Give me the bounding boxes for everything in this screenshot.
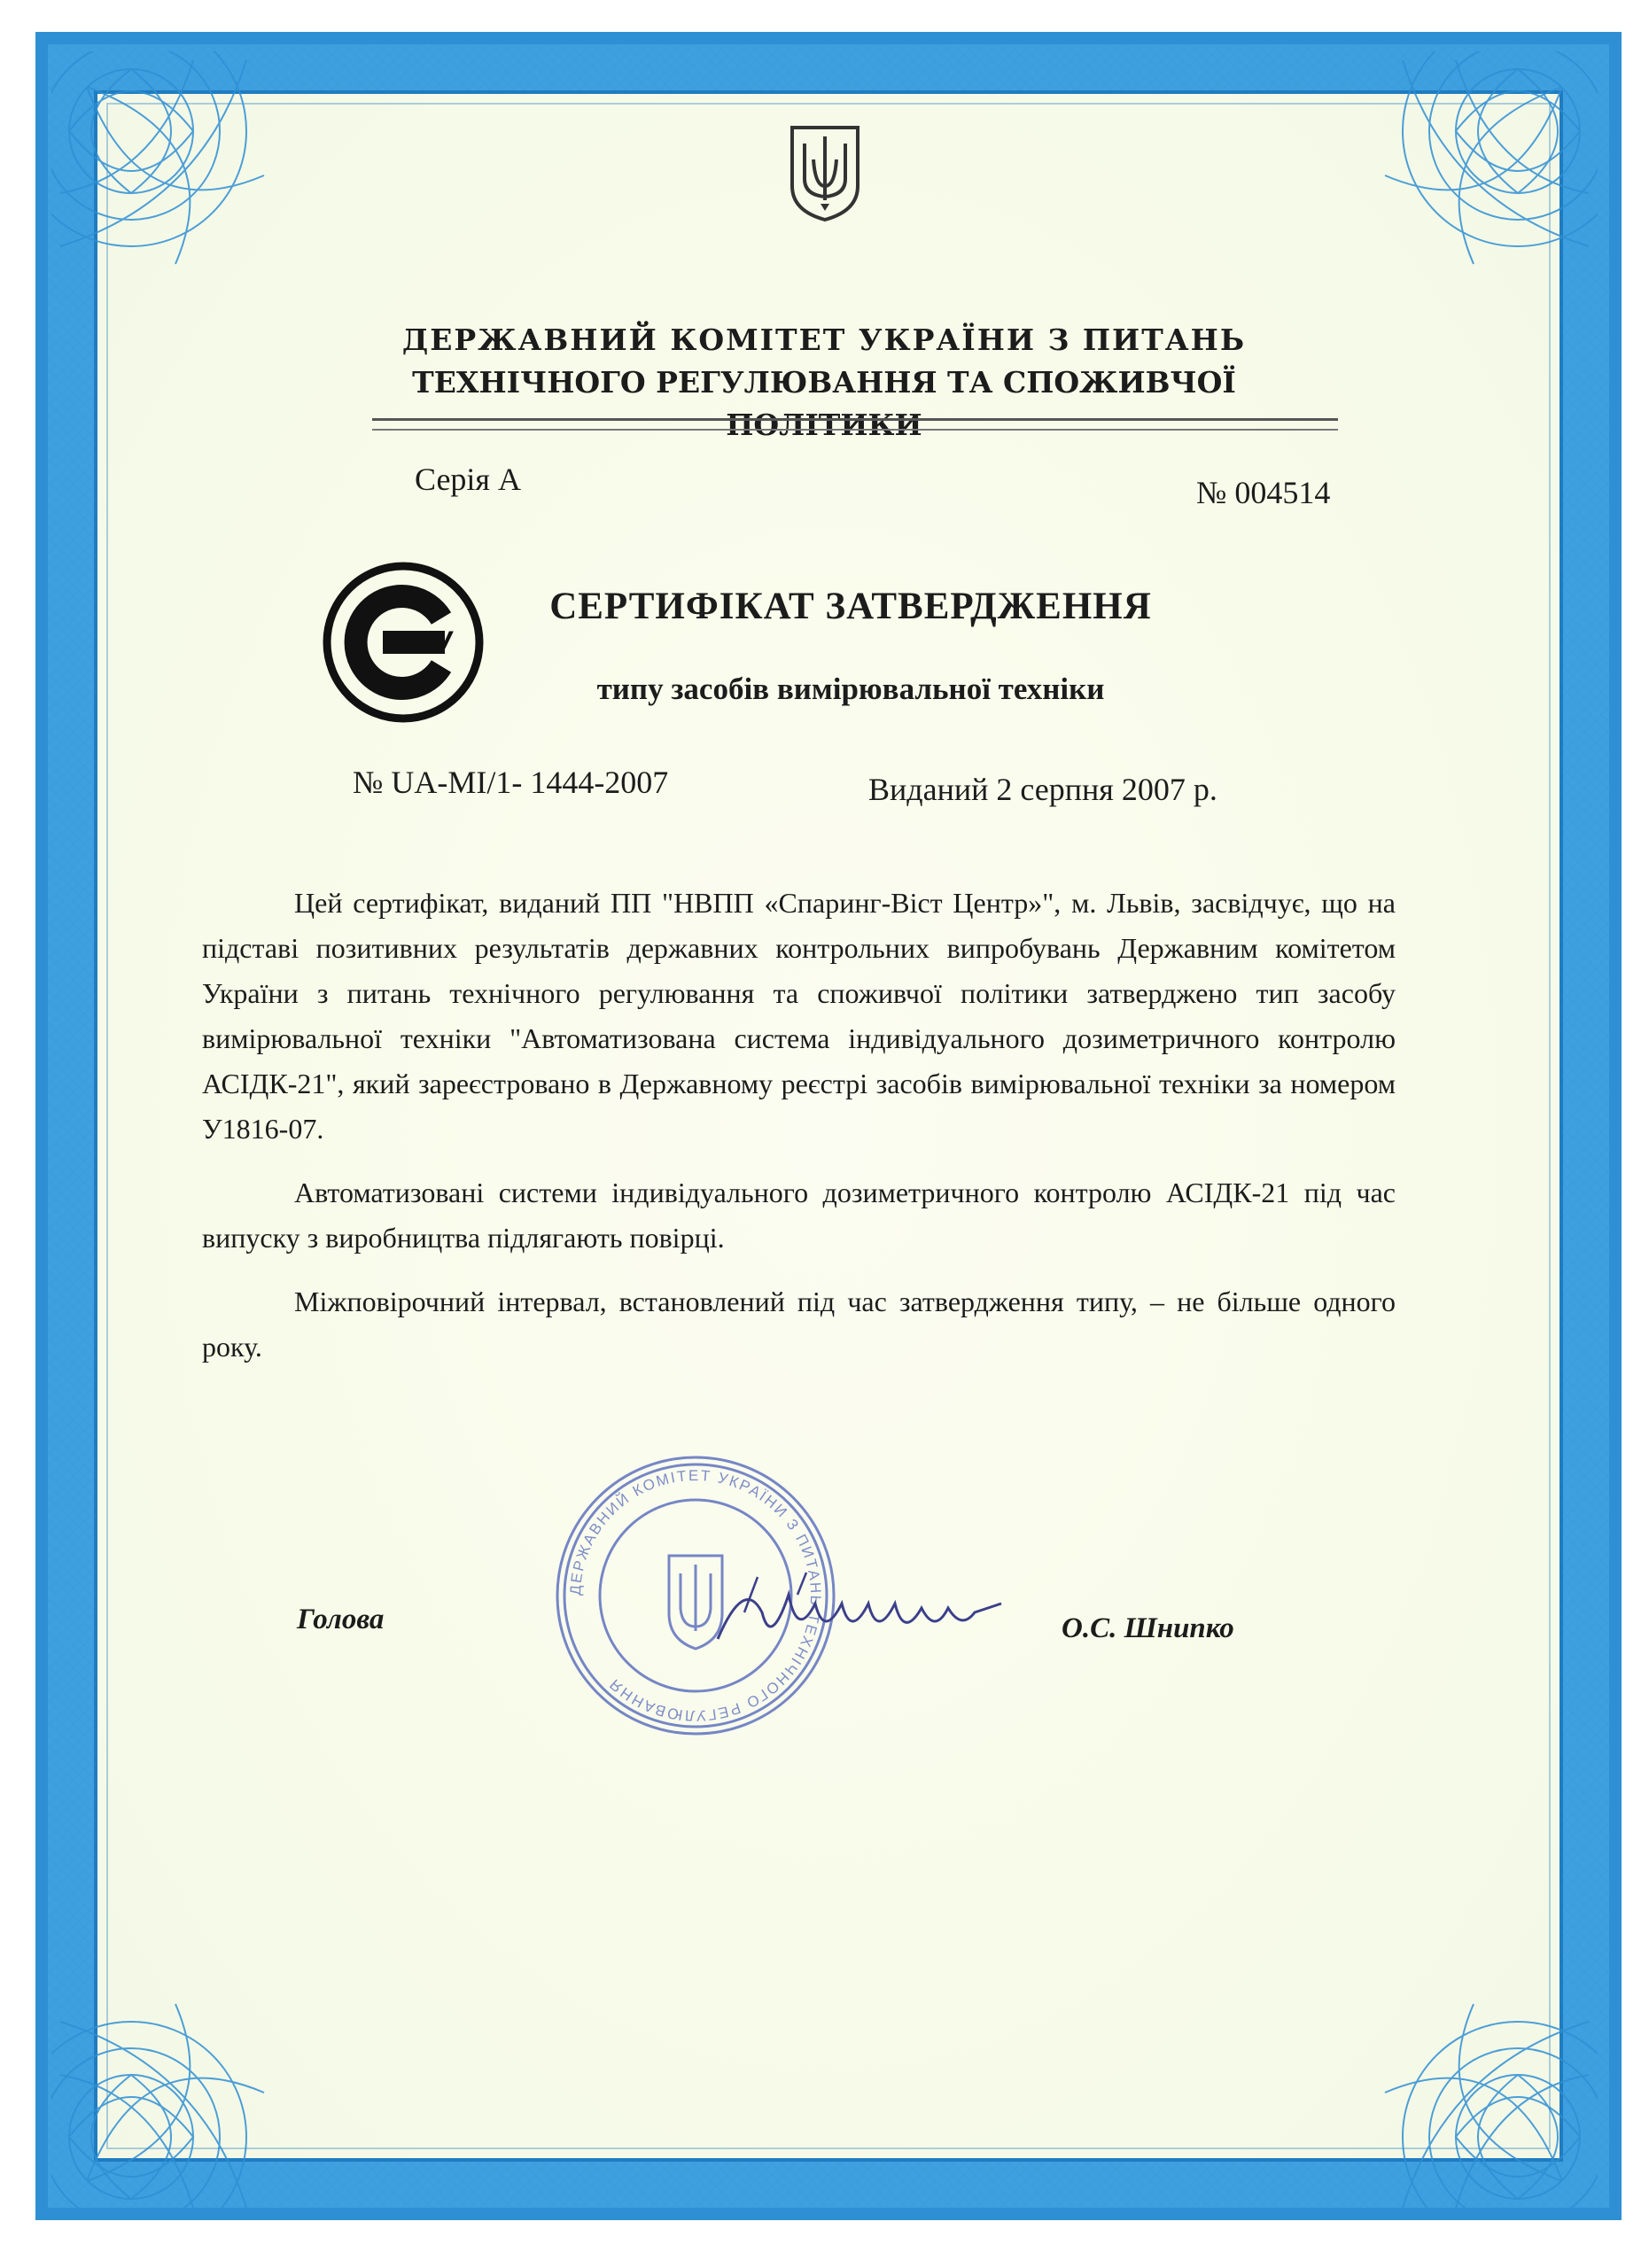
corner-rosette-icon	[51, 51, 344, 344]
body-paragraph: Автоматизовані системи індивідуального дозиметричного контролю АСІДК-21 під час випуску з виробництва підлягають повірці.	[202, 1177, 1396, 1254]
certification-mark-icon	[319, 558, 487, 726]
signatory-title: Голова	[297, 1604, 385, 1635]
agency-line-1: ДЕРЖАВНИЙ КОМІТЕТ УКРАЇНИ З ПИТАНЬ	[401, 322, 1247, 357]
stamp-text: ДЕРЖАВНИЙ КОМІТЕТ УКРАЇНИ З ПИТАНЬ ТЕХНІЧНОГО РЕГУЛЮВАННЯ	[566, 1466, 825, 1725]
corner-rosette-icon	[51, 1924, 344, 2217]
corner-rosette-icon	[1305, 51, 1598, 344]
certificate-subtitle: типу засобів вимірювальної техніки	[596, 672, 1105, 706]
handwritten-signature	[709, 1559, 1010, 1666]
certificate-body	[202, 881, 1396, 1388]
issue-date: Виданий 2 серпня 2007 р.	[868, 772, 1217, 807]
body-paragraph: Цей сертифікат, виданий ПП "НВПП «Спаринг-Віст Центр»", м. Львів, засвідчує, що на підставі позитивних результатів державних контрольних випробувань Державним комітетом України з питань технічного регулювання та споживчої політики затверджено тип засобу вимірювальної техніки "Автоматизована система індивідуального дозиметричного контролю АСІДК-21", який зареєстровано в Державному реєстрі засобів вимірювальної техніки за номером У1816-07.	[202, 887, 1396, 1145]
agency-line-2: ТЕХНІЧНОГО РЕГУЛЮВАННЯ ТА СПОЖИВЧОЇ ПОЛІТИКИ	[412, 365, 1236, 442]
body-paragraph: Міжповірочний інтервал, встановлений під час затвердження типу, – не більше одного року.	[202, 1285, 1396, 1363]
certification-mark-letter: У	[434, 625, 454, 659]
certificate-number: № UA-MI/1- 1444-2007	[353, 765, 669, 800]
heading-divider	[372, 418, 1338, 431]
corner-rosette-icon	[1305, 1924, 1598, 2217]
series-label: Серія А	[415, 462, 521, 497]
form-number: № 004514	[1196, 475, 1331, 510]
signatory-name: О.С. Шнипко	[1062, 1612, 1234, 1644]
trident-coat-of-arms-icon	[789, 124, 861, 223]
certificate-title: СЕРТИФІКАТ ЗАТВЕРДЖЕННЯ	[549, 586, 1152, 627]
